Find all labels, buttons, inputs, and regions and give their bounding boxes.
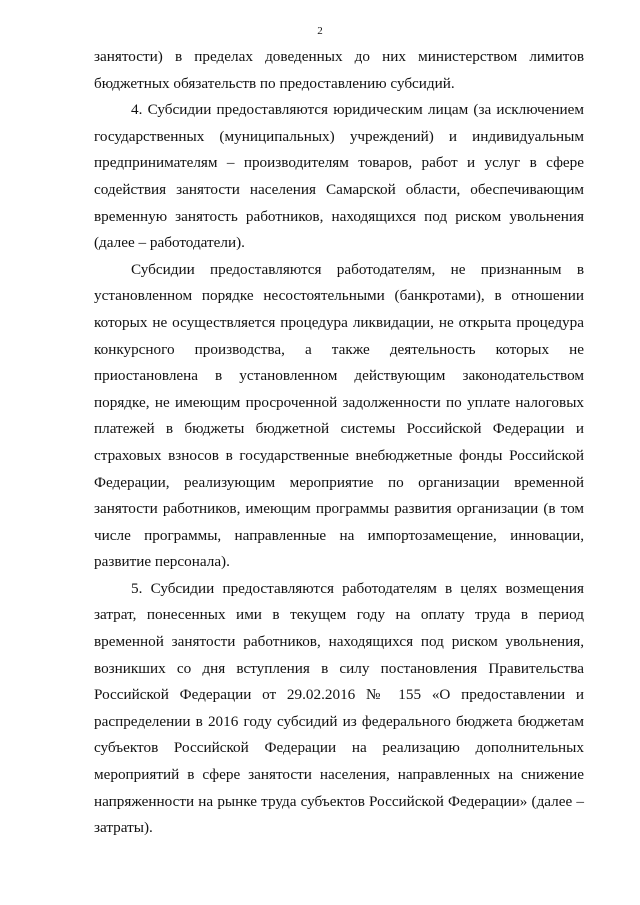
page-number: 2 [317,25,323,37]
document-body [94,44,584,842]
paragraph-continuation: занятости) в пределах доведенных до них министерством лимитов бюджетных обязательств по предоставлению субсидий. [94,48,584,92]
paragraph-item-5: 5. Субсидии предоставляются работодателям в целях возмещения затрат, понесенных ими в текущем году на оплату труда в период временной занятости работников, находящихся под риском увольнения, возникших со дня вступления в силу постановления Правительства Российской Федерации от 29.02.2016 № 155 «О предоставлении и распределении в 2016 году субсидий из федерального бюджета бюджетам субъектов Российской Федерации на реализацию дополнительных мероприятий в сфере занятости населения, направленных на снижение напряженности на рынке труда субъектов Российской Федерации» (далее – затраты). [94,579,584,837]
paragraph-item-4: 4. Субсидии предоставляются юридическим лицам (за исключением государственных (муниципальных) учреждений) и индивидуальным предпринимателям – производителям товаров, работ и услуг в сфере содействия занятости населения Самарской области, обеспечивающим временную занятость работников, находящихся под риском увольнения (далее – работодатели). [94,101,584,252]
paragraph-eligibility: Субсидии предоставляются работодателям, не признанным в установленном порядке несостоятельными (банкротами), в отношении которых не осуществляется процедура ликвидации, не открыта процедура конкурсного производства, а также деятельность которых не приостановлена в установленном действующим законодательством порядке, не имеющим просроченной задолженности по уплате налоговых платежей в бюджеты бюджетной системы Российской Федерации и страховых взносов в государственные внебюджетные фонды Российской Федерации, реализующим мероприятие по организации временной занятости работников, имеющим программы развития организации (в том числе программы, направленные на импортозамещение, инновации, развитие персонала). [94,260,584,571]
